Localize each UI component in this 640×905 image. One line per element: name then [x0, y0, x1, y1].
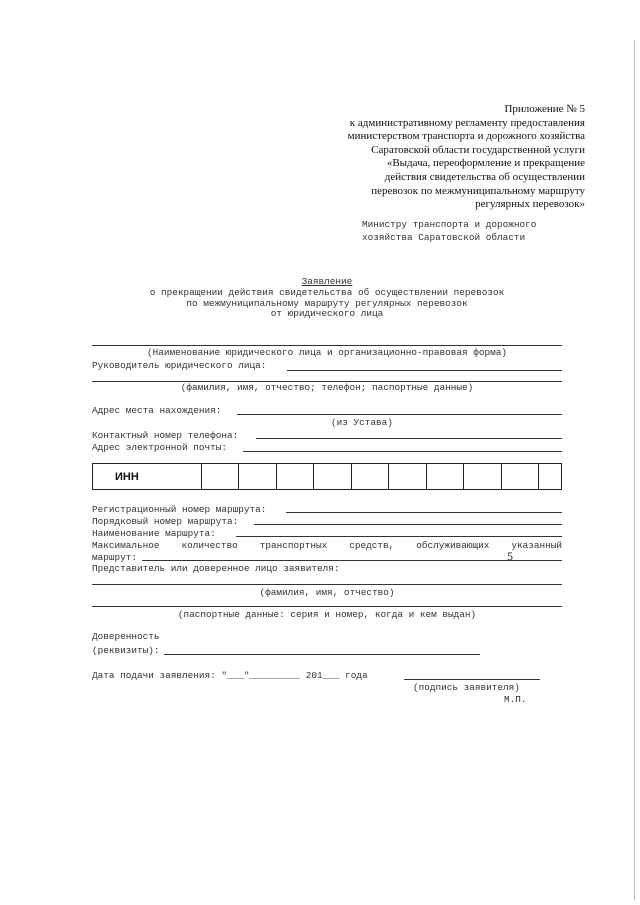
inn-digit-cell[interactable] [276, 464, 277, 489]
route-name-label: Наименование маршрута: [92, 528, 216, 539]
email-field[interactable] [243, 451, 562, 452]
addressee [362, 218, 536, 244]
org-name-field[interactable] [92, 345, 562, 346]
title-line: о прекращении действия свидетельства об осуществлении перевозок [149, 286, 505, 298]
head-field[interactable] [287, 370, 562, 371]
appendix-header [300, 103, 585, 212]
passport-caption: (паспортные данные: серия и номер, когда и кем выдан) [177, 609, 477, 620]
appendix-line: регулярных перевозок» [475, 198, 585, 211]
phone-label: Контактный номер телефона: [92, 430, 239, 441]
document-title [92, 277, 562, 320]
appendix-line: Приложение № 5 [504, 103, 585, 115]
inn-digit-cell[interactable] [201, 464, 202, 489]
phone-field[interactable] [256, 438, 562, 439]
handwritten-mark: 5 [507, 549, 513, 563]
inn-digit-cell[interactable] [501, 464, 502, 489]
passport-field[interactable] [92, 606, 562, 607]
head-label: Руководитель юридического лица: [92, 360, 267, 371]
poa-label-cont: (реквизиты): [92, 645, 160, 656]
title-line: от юридического лица [270, 308, 384, 320]
poa-field[interactable] [164, 654, 480, 655]
inn-digit-cell[interactable] [238, 464, 239, 489]
appendix-line: действия свидетельства об осуществлении [384, 170, 585, 183]
email-label: Адрес электронной почты: [92, 442, 228, 453]
appendix-line: министерством транспорта и дорожного хозяйства [347, 130, 585, 143]
inn-box [92, 463, 562, 490]
addressee-line: Министру транспорта и дорожного [362, 219, 537, 230]
vehicles-label: Максимальное количество транспортных средств, обслуживающих указанный [92, 540, 562, 551]
appendix-line: Саратовской области государственной услуги [371, 143, 585, 156]
signature-field[interactable] [404, 679, 540, 680]
inn-digit-cell[interactable] [538, 464, 539, 489]
title-heading: Заявление [301, 276, 353, 287]
date-label: Дата подачи заявления: "___"_________ 201___ года [92, 670, 368, 681]
inn-digit-cell[interactable] [426, 464, 427, 489]
appendix-line: к административному регламенту предоставления [349, 116, 585, 129]
head-caption: (фамилия, имя, отчество; телефон; паспортные данные) [180, 382, 474, 393]
route-seq-label: Порядковый номер маршрута: [92, 516, 239, 527]
route-name-field[interactable] [236, 536, 562, 537]
inn-digit-cell[interactable] [388, 464, 389, 489]
inn-digit-cell[interactable] [351, 464, 352, 489]
rep-caption: (фамилия, имя, отчество) [259, 587, 395, 598]
rep-field[interactable] [92, 584, 562, 585]
address-field[interactable] [237, 414, 562, 415]
poa-label: Доверенность [92, 631, 160, 642]
vehicles-label-cont: маршрут: [92, 552, 138, 563]
inn-digit-cell[interactable] [463, 464, 464, 489]
scan-edge-line [634, 40, 635, 900]
route-seq-field[interactable] [254, 524, 562, 525]
address-caption: (из Устава) [331, 417, 393, 428]
appendix-line: перевозок по межмуниципальному маршруту [371, 184, 585, 197]
stamp-label: М.П. [504, 694, 527, 705]
route-reg-field[interactable] [286, 512, 562, 513]
addressee-line: хозяйства Саратовской области [362, 232, 526, 243]
appendix-line: «Выдача, переоформление и прекращение [386, 157, 585, 170]
rep-label: Представитель или доверенное лицо заявителя: [92, 563, 340, 574]
inn-digit-cell[interactable] [313, 464, 314, 489]
inn-label: ИНН [115, 471, 139, 483]
address-label: Адрес места нахождения: [92, 405, 222, 416]
signature-caption: (подпись заявителя) [413, 682, 520, 693]
vehicles-field[interactable] [142, 560, 562, 561]
route-reg-label: Регистрационный номер маршрута: [92, 504, 267, 515]
org-name-caption: (Наименование юридического лица и организационно-правовая форма) [146, 347, 508, 358]
title-line: по межмуниципальному маршруту регулярных перевозок [186, 297, 468, 309]
